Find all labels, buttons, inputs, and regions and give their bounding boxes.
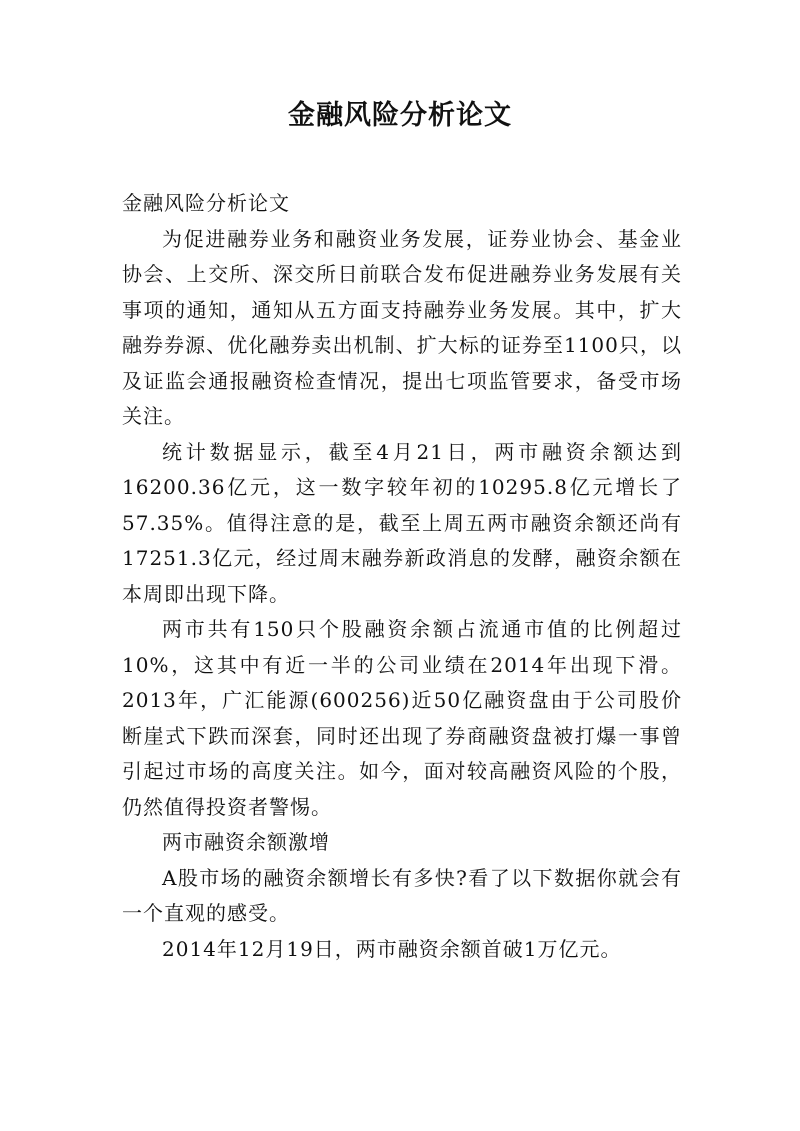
section-heading: 两市融资余额激增 <box>162 830 330 854</box>
paragraph-2: 统计数据显示，截至4月21日，两市融资余额达到16200.36亿元，这一数字较年初的10295.8亿元增长了57.35%。值得注意的是，截至上周五两市融资余额还尚有17251.3亿元，经过周末融券新政消息的发酵，融资余额在本周即出现下降。 <box>122 439 682 606</box>
paragraph-4: A股市场的融资余额增长有多快?看了以下数据你就会有一个直观的感受。 <box>122 865 682 925</box>
document-body <box>122 186 682 967</box>
closing-line: 2014年12月19日，两市融资余额首破1万亿元。 <box>162 936 622 961</box>
document-title: 金融风险分析论文 <box>288 100 512 131</box>
paragraph-3: 两市共有150只个股融资余额占流通市值的比例超过10%，这其中有近一半的公司业绩在2014年出现下滑。2013年，广汇能源(600256)近50亿融资盘由于公司股价断崖式下跌而深套，同时还出现了券商融资盘被打爆一事曾引起过市场的高度关注。如今，面对较高融资风险的个股，仍然值得投资者警惕。 <box>122 617 682 819</box>
document-subtitle: 金融风险分析论文 <box>122 191 290 215</box>
paragraph-1: 为促进融券业务和融资业务发展，证券业协会、基金业协会、上交所、深交所日前联合发布促进融券业务发展有关事项的通知，通知从五方面支持融券业务发展。其中，扩大融券券源、优化融券卖出机制、扩大标的证券至1100只，以及证监会通报融资检查情况，提出七项监管要求，备受市场关注。 <box>122 226 682 428</box>
